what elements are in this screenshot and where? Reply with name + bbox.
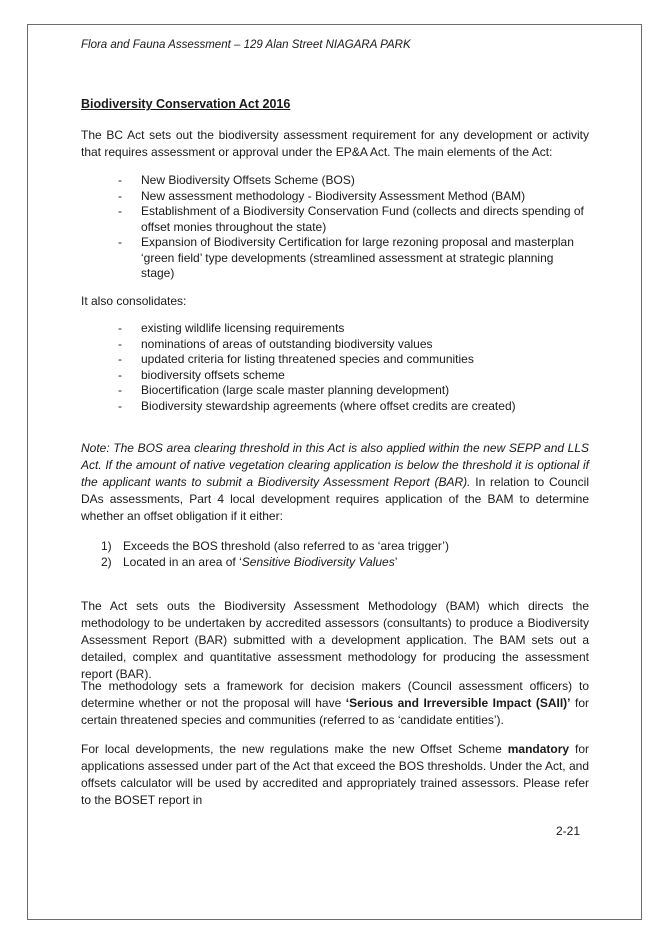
mandatory-term: mandatory: [507, 742, 570, 756]
list-item: 2) Located in an area of ‘Sensitive Biodiversity Values’: [101, 554, 398, 569]
list-item: - Expansion of Biodiversity Certification for large rezoning proposal and masterplan ‘green field’ type developments (streamlined assessment at strategic planning stage): [118, 235, 574, 280]
saii-term: ‘Serious and Irreversible Impact (SAII)’: [345, 696, 571, 710]
list-item: - New assessment methodology - Biodiversity Assessment Method (BAM): [118, 188, 526, 203]
consolidates-lead: It also consolidates:: [81, 294, 187, 308]
triggers-list: [81, 539, 589, 570]
list-item: - Establishment of a Biodiversity Conservation Fund (collects and directs spending of offset monies throughout the state): [118, 204, 584, 234]
bam-block: [81, 598, 589, 683]
list-item: 1) Exceeds the BOS threshold (also referred to as ‘area trigger’): [101, 539, 449, 553]
list-item: - New Biodiversity Offsets Scheme (BOS): [118, 173, 355, 187]
note-paragraph: [81, 440, 589, 525]
consolidates-list-block: [81, 321, 589, 414]
bam-paragraph: The Act sets outs the Biodiversity Assessment Methodology (BAM) which directs the methodology to be undertaken by accredited assessors (consultants) to produce a Biodiversity Assessment Report (BAR) submitted with a development application. The BAM sets out a detailed, complex and quantitative assessment methodology for producing the assessment report (BAR).: [81, 599, 589, 681]
list-item: - biodiversity offsets scheme: [118, 367, 285, 382]
list-item: - Biocertification (large scale master planning development): [118, 383, 450, 397]
intro-block: [81, 127, 589, 161]
triggers-list-block: [81, 539, 589, 570]
list-item: - updated criteria for listing threatened species and communities: [118, 352, 474, 366]
note-italic-text: Note: The BOS area clearing threshold in this Act is also applied within the new SEPP and LLS Act. If the amount of native vegetation clearing application is below the threshold it is optional if the applicant wants to submit a Biodiversity Assessment Report (BAR).: [81, 441, 589, 489]
intro-paragraph: The BC Act sets out the biodiversity assessment requirement for any development or activity that requires assessment or approval under the EP&A Act. The main elements of the Act:: [81, 128, 589, 159]
framework-paragraph: The methodology sets a framework for decision makers (Council assessment officers) to determine whether or not the proposal will have ‘Serious and Irreversible Impact (SAII)’ for certain threatened species and communities (referred to as ‘candidate entities’).: [81, 679, 589, 727]
running-header: Flora and Fauna Assessment – 129 Alan Street NIAGARA PARK: [81, 39, 411, 51]
local-developments-paragraph: For local developments, the new regulations make the new Offset Scheme mandatory for applications assessed under part of the Act that exceed the BOS thresholds. Under the Act, and offsets calculator will be used by accredited and appropriately trained assessors. Please refer to the BOSET report in: [81, 742, 590, 807]
section-heading: Biodiversity Conservation Act 2016: [81, 97, 291, 111]
act-elements-list-block: [81, 173, 589, 282]
consolidates-lead-block: [81, 293, 589, 310]
page-number: 2-21: [556, 824, 581, 838]
list-item: - nominations of areas of outstanding biodiversity values: [118, 336, 433, 351]
framework-block: [81, 678, 589, 729]
consolidates-list: [81, 321, 589, 414]
act-elements-list: [81, 173, 589, 282]
list-item: - existing wildlife licensing requirements: [118, 321, 345, 335]
note-plain-text: In relation to Council DAs assessments, Part 4 local development requires application of the BAM to determine whether an offset obligation if it either:: [81, 475, 589, 523]
list-item: - Biodiversity stewardship agreements (where offset credits are created): [118, 398, 516, 413]
local-block: [81, 741, 589, 809]
note-block: [81, 440, 589, 525]
